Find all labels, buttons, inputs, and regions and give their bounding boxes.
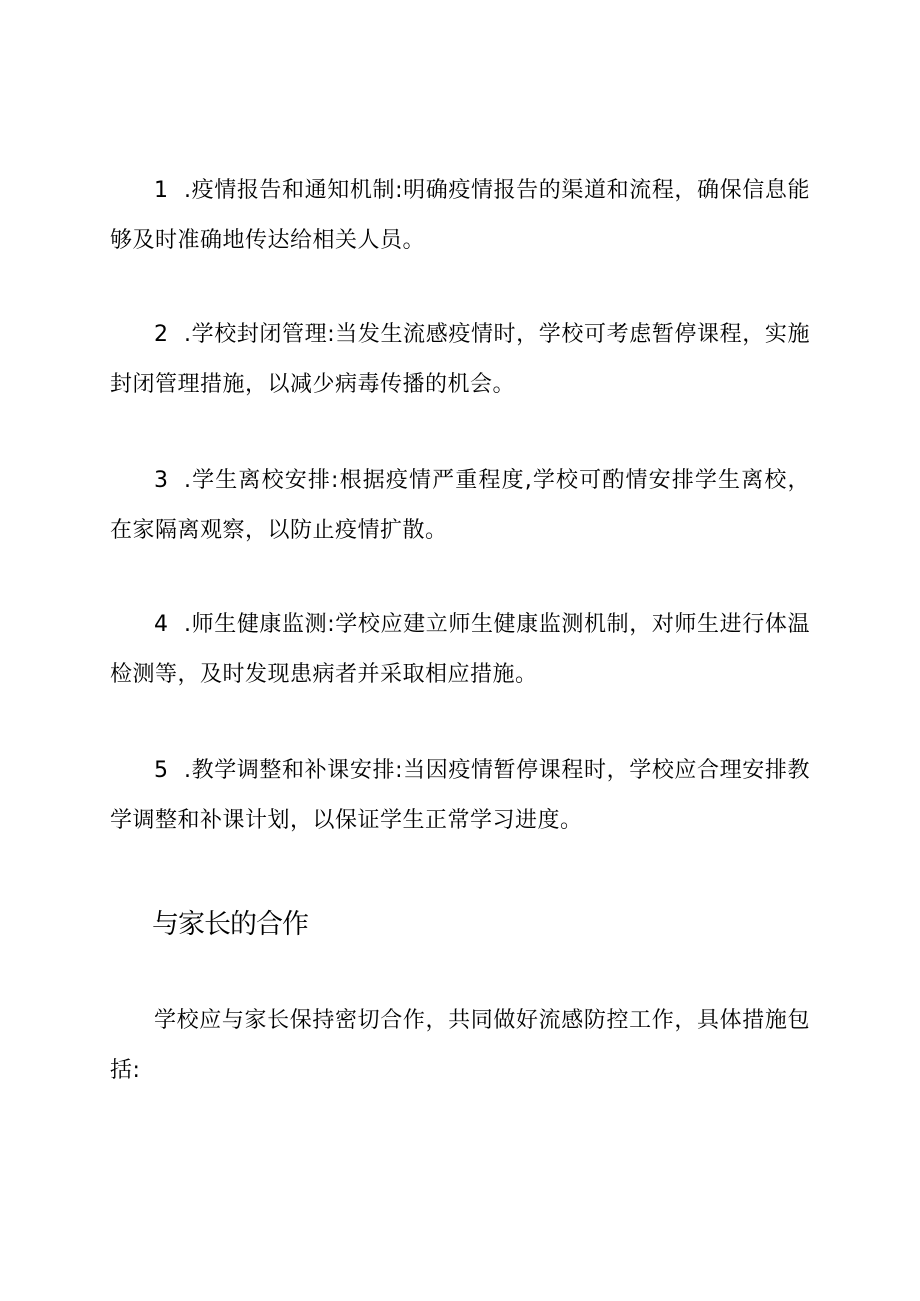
section-heading: 与家长的合作 [152,909,308,940]
item-text: .疫情报告和通知机制:明确疫情报告的渠道和流程，确保信息能够及时准确地传达给相关人员。 [110,178,810,253]
list-item-3 [110,456,810,556]
item-number: 5 [154,758,169,783]
item-number: 4 [154,612,169,637]
list-item-1 [110,166,810,266]
item-number: 1 [154,178,169,203]
list-item-4 [110,600,810,700]
item-number: 3 [154,468,169,493]
list-item-2 [110,310,810,410]
list-item-5 [110,746,810,846]
item-text: .师生健康监测:学校应建立师生健康监测机制，对师生进行体温检测等，及时发现患病者并采取相应措施。 [110,612,810,687]
section-paragraph: 学校应与家长保持密切合作，共同做好流感防控工作，具体措施包括: [110,1008,810,1083]
item-text: .教学调整和补课安排:当因疫情暂停课程时，学校应合理安排教学调整和补课计划，以保证学生正常学习进度。 [110,758,810,833]
item-number: 2 [154,322,169,347]
item-text: .学生离校安排:根据疫情严重程度,学校可酌情安排学生离校，在家隔离观察，以防止疫情扩散。 [110,468,810,543]
item-text: .学校封闭管理:当发生流感疫情时，学校可考虑暂停课程，实施封闭管理措施，以减少病毒传播的机会。 [110,322,810,397]
